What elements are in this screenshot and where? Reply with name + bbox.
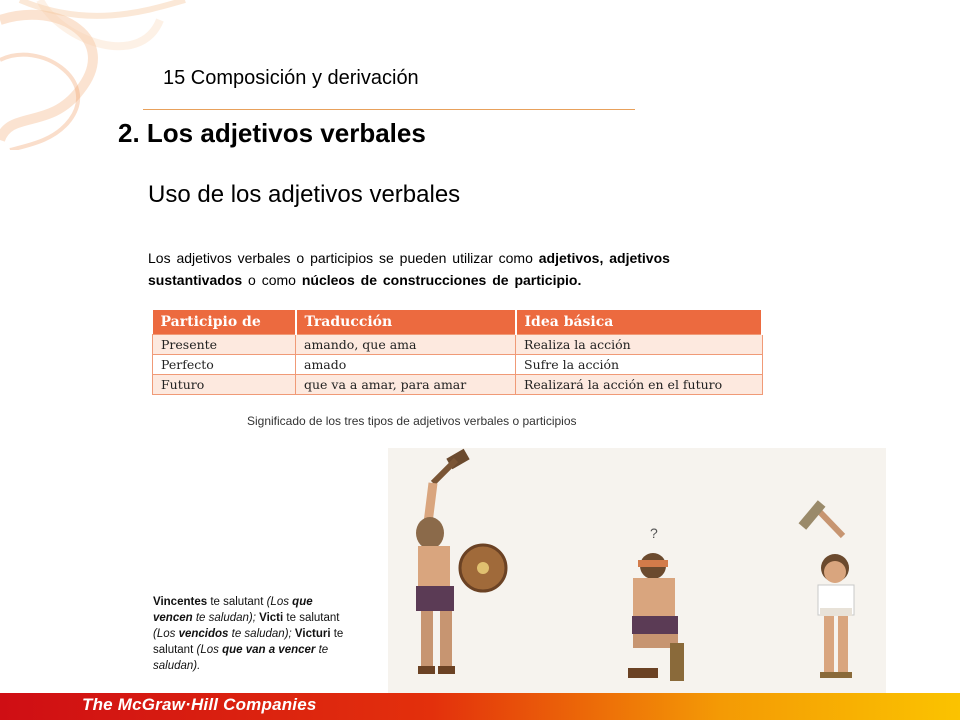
note-translation: te saludan). xyxy=(153,644,329,672)
para-text-1: Los adjetivos verbales o participios se pueden utilizar como xyxy=(148,250,539,266)
footer-bar xyxy=(0,693,960,720)
table-cell: Presente xyxy=(153,335,296,355)
defeated-gladiator-figure xyxy=(628,525,684,681)
victor-gladiator-figure xyxy=(416,449,506,674)
chapter-title: 15 Composición y derivación xyxy=(163,67,419,89)
note-translation: (Los xyxy=(266,596,293,608)
note-word: Vincentes xyxy=(153,596,208,608)
note-translation-bold: que vencen xyxy=(153,596,313,624)
table-cell: amado xyxy=(296,355,516,375)
col-header-idea: Idea básica xyxy=(516,310,763,335)
table-header-row xyxy=(153,310,763,335)
svg-text:?: ? xyxy=(650,525,658,541)
table-cell: Sufre la acción xyxy=(516,355,763,375)
note-translation: (Los xyxy=(153,628,179,640)
gladiators-drawing xyxy=(388,448,886,693)
table-cell: Perfecto xyxy=(153,355,296,375)
note-word: Victuri xyxy=(291,628,331,640)
note-translation: (Los xyxy=(196,644,223,656)
note-text: te salutant xyxy=(153,628,344,656)
note-translation: te saludan); xyxy=(192,612,256,624)
note-text: te salutant xyxy=(283,612,340,624)
table-caption: Significado de los tres tipos de adjetivos verbales o participios xyxy=(247,414,577,428)
gladiators-illustration xyxy=(388,448,886,693)
note-word: Victi xyxy=(255,612,284,624)
para-bold-2: núcleos de construcciones de participio. xyxy=(301,272,582,288)
col-header-participio: Participio de xyxy=(153,310,296,335)
col-header-traduccion: Traducción xyxy=(296,310,516,335)
note-translation-bold: que van a vencer xyxy=(222,644,316,656)
child-figure xyxy=(799,500,854,678)
table-cell: Realizará la acción en el futuro xyxy=(516,375,763,395)
table-cell: que va a amar, para amar xyxy=(296,375,516,395)
section-title: 2. Los adjetivos verbales xyxy=(118,118,426,148)
participle-table xyxy=(152,310,763,395)
note-text: te salutant xyxy=(207,596,267,608)
para-text-2: o como xyxy=(242,272,302,288)
latin-example-note xyxy=(153,594,348,674)
intro-paragraph xyxy=(148,247,768,291)
note-translation: te saludan); xyxy=(228,628,292,640)
table-cell: Futuro xyxy=(153,375,296,395)
slide-subtitle: Uso de los adjetivos verbales xyxy=(148,181,461,208)
header-divider xyxy=(143,109,635,110)
para-bold-1: adjetivos, adjetivos sustantivados xyxy=(148,250,670,288)
table-row xyxy=(153,335,763,355)
table-cell: amando, que ama xyxy=(296,335,516,355)
note-translation-bold: vencidos xyxy=(178,628,229,640)
table-row xyxy=(153,375,763,395)
table-cell: Realiza la acción xyxy=(516,335,763,355)
table-row xyxy=(153,355,763,375)
publisher-logo: The McGraw·Hill Companies xyxy=(82,695,317,714)
